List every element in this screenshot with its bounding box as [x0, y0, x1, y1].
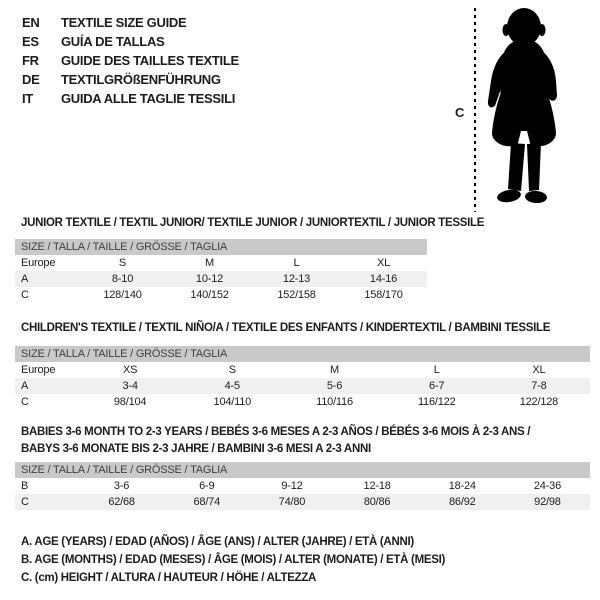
table-row	[15, 478, 590, 494]
language-code: EN	[22, 15, 40, 30]
table-cell: 68/74	[193, 496, 221, 508]
table-cell: 104/110	[213, 396, 252, 408]
table-cell: 86/92	[449, 496, 476, 508]
footnotes	[21, 533, 445, 587]
language-row-de	[22, 70, 239, 89]
table-cell: 24-36	[533, 480, 562, 492]
table-cell: 116/122	[417, 396, 456, 408]
language-row-fr	[22, 51, 239, 70]
table-cell: 3-4	[122, 380, 138, 392]
language-code: ES	[22, 34, 39, 49]
junior-size-table	[15, 239, 427, 303]
table-cell: 152/158	[277, 289, 316, 301]
table-cell: 7-8	[531, 380, 547, 392]
babies-table-title-line2: BABYS 3-6 MONATE BIS 2-3 JAHRE / BAMBINI 3-6 MESI A 2-3 ANNI	[21, 443, 371, 455]
footnote-a: A. AGE (YEARS) / EDAD (AÑOS) / ÂGE (ANS) / ALTER (JAHRE) / ETÀ (ANNI)	[21, 536, 414, 548]
table-cell: L	[293, 257, 300, 269]
language-row-it	[22, 89, 239, 108]
table-cell: 6-9	[199, 480, 215, 492]
footnote-b: B. AGE (MONTHS) / EDAD (MESES) / ÂGE (MOIS) / ALTER (MONATE) / ETÀ (MESI)	[21, 554, 446, 566]
table-cell: 14-16	[369, 273, 398, 285]
table-cell: S	[228, 364, 236, 376]
table-cell: 158/170	[364, 289, 403, 301]
table-cell: 10-12	[195, 273, 224, 285]
table-cell: M	[330, 364, 339, 376]
language-header	[22, 13, 239, 108]
table-cell: 128/140	[103, 289, 142, 301]
table-cell: 12-13	[282, 273, 311, 285]
language-row-en	[22, 13, 239, 32]
table-cell: 5-6	[326, 380, 343, 392]
babies-size-table	[15, 462, 590, 510]
language-code: DE	[22, 72, 40, 87]
size-header-bar: SIZE / TALLA / TAILLE / GRÖSSE / TAGLIA	[15, 239, 427, 255]
children-table-title: CHILDREN'S TEXTILE / TEXTIL NIÑO/A / TEXTILE DES ENFANTS / KINDERTEXTIL / BAMBINI TESSILE	[21, 322, 551, 334]
table-cell: 3-6	[113, 480, 130, 492]
table-cell: 62/68	[108, 496, 135, 508]
table-cell: M	[205, 257, 214, 269]
row-label: Europe	[21, 257, 56, 269]
size-header-bar: SIZE / TALLA / TAILLE / GRÖSSE / TAGLIA	[15, 346, 590, 362]
size-header-bar: SIZE / TALLA / TAILLE / GRÖSSE / TAGLIA	[15, 462, 590, 478]
table-cell: 4-5	[224, 380, 240, 392]
table-cell: 6-7	[429, 380, 445, 392]
table-cell: 110/116	[316, 396, 353, 408]
table-cell: 98/104	[113, 396, 147, 408]
footnote-c: C. (cm) HEIGHT / ALTURA / HAUTEUR / HÖHE / ALTEZZA	[21, 572, 317, 584]
row-label: A	[21, 380, 29, 392]
baby-silhouette-icon	[478, 5, 570, 208]
table-cell: XL	[532, 364, 546, 376]
table-cell: S	[118, 257, 127, 269]
row-label: B	[21, 480, 29, 492]
table-row	[15, 394, 590, 410]
children-size-table	[15, 346, 590, 410]
table-row	[15, 287, 427, 303]
table-cell: 8-10	[111, 273, 134, 285]
table-cell: 74/80	[278, 496, 306, 508]
table-cell: 9-12	[281, 480, 303, 492]
language-label: GUIDE DES TAILLES TEXTILE	[61, 53, 239, 68]
height-measure-label: C	[455, 105, 465, 120]
table-row	[15, 271, 427, 287]
language-label: GUÍA DE TALLAS	[61, 34, 165, 49]
height-measure-dashed-line	[474, 8, 476, 212]
table-cell: 12-18	[363, 480, 391, 492]
row-label: C	[21, 289, 29, 301]
row-label: C	[21, 396, 29, 408]
language-code: IT	[22, 91, 33, 106]
row-label: A	[21, 273, 29, 285]
table-cell: 18-24	[448, 480, 476, 492]
language-label: TEXTILGRÖßENFÜHRUNG	[61, 72, 221, 87]
language-label: GUIDA ALLE TAGLIE TESSILI	[61, 91, 236, 106]
table-cell: 140/152	[190, 289, 229, 301]
language-code: FR	[22, 53, 39, 68]
table-row	[15, 362, 590, 378]
babies-table-title-line1: BABIES 3-6 MONTH TO 2-3 YEARS / BEBÉS 3-6 MESES A 2-3 AÑOS / BÉBÉS 3-6 MOIS À 2-3 ANS /	[21, 426, 531, 438]
language-row-es	[22, 32, 239, 51]
table-row	[15, 378, 590, 394]
table-cell: L	[433, 364, 440, 376]
table-row	[15, 494, 590, 510]
language-label: TEXTILE SIZE GUIDE	[61, 15, 187, 30]
table-cell: 92/98	[534, 496, 561, 508]
row-label: Europe	[21, 364, 56, 376]
table-cell: 80/86	[363, 496, 391, 508]
row-label: C	[21, 496, 29, 508]
junior-table-title: JUNIOR TEXTILE / TEXTIL JUNIOR/ TEXTILE JUNIOR / JUNIORTEXTIL / JUNIOR TESSILE	[21, 217, 485, 229]
table-cell: 122/128	[519, 396, 559, 408]
table-row	[15, 255, 427, 271]
table-cell: XS	[122, 364, 138, 376]
table-cell: XL	[376, 257, 391, 269]
